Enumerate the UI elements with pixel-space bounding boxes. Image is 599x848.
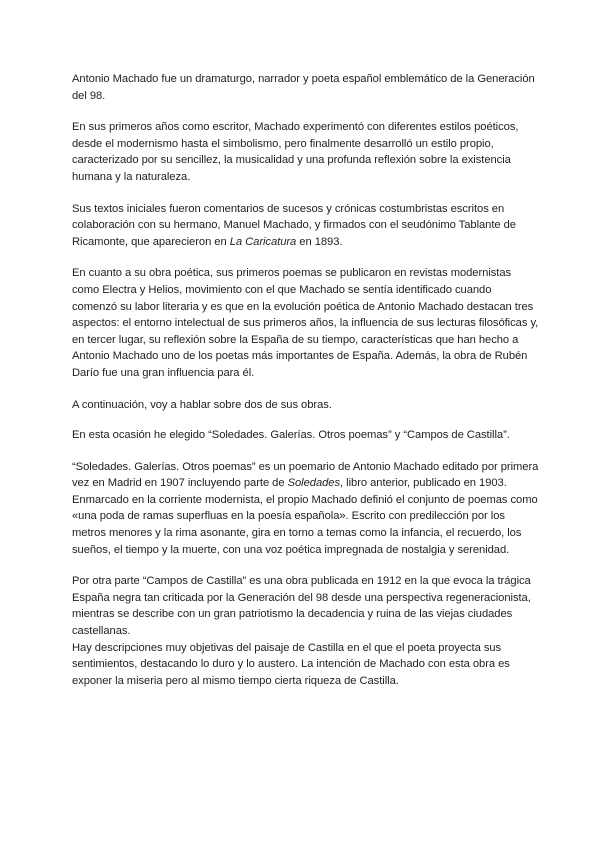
paragraph-transition: A continuación, voy a hablar sobre dos de sus obras. <box>72 398 332 411</box>
paragraph-poetic-work: En cuanto a su obra poética, sus primeros poemas se publicaron en revistas modernistas como Electra y Helios, movimiento con el que Machado se sentía identificado cuando comenzó su labor literaria y es que en la evolución poética de Antonio Machado destacan tres aspectos: el entorno intelectual de sus primeros años, la influencia de sus lecturas filosóficas y, en tercer lugar, su reflexión sobre la España de su tiempo, características que han hecho a Antonio Machado uno de los poetas más importantes de España. Además, la obra de Rubén Darío fue una gran influencia para él. <box>72 267 539 379</box>
paragraph-selected-works: En esta ocasión he elegido “Soledades. Galerías. Otros poemas” y “Campos de Castilla”. <box>72 429 510 442</box>
book-title-soledades: Soledades <box>287 477 341 490</box>
paragraph-soledades-part-1: “Soledades. Galerías. Otros poemas” es un poemario de Antonio Machado editado por primera vez en Madrid en 1907 incluyendo parte de <box>72 460 539 490</box>
paragraph-soledades <box>72 459 539 559</box>
paragraph-initial-texts-part-2: en 1893. <box>296 235 343 248</box>
paragraph-intro: Antonio Machado fue un dramaturgo, narrador y poeta español emblemático de la Generación del 98. <box>72 73 535 102</box>
paragraph-early-years: En sus primeros años como escritor, Machado experimentó con diferentes estilos poéticos, desde el modernismo hasta el simbolismo, pero finalmente desarrolló un estilo propio, caracterizado por su sencillez, la musicalidad y una profunda reflexión sobre la existencia humana y la naturaleza. <box>72 121 519 183</box>
paragraph-initial-texts-part-1: Sus textos iniciales fueron comentarios de sucesos y crónicas costumbristas escritos en colaboración con su hermano, Manuel Machado, y firmados con el seudónimo Tablante de Ricamonte, que aparecieron en <box>72 202 516 248</box>
paragraph-soledades-part-2: , libro anterior, publicado en 1903. Enmarcado en la corriente modernista, el propio Machado definió el conjunto de poemas como «una poda de ramas superfluas en la poesía española». Escrito con predilección por los metros menores y la rima asonante, gira en torno a temas como la infancia, el recuerdo, los sueños, el tiempo y la muerte, con una voz poética impregnada de nostalgia y serenidad. <box>72 477 538 556</box>
publication-title-la-caricatura: La Caricatura <box>229 235 297 248</box>
paragraph-descriptions: Hay descripciones muy objetivas del paisaje de Castilla en el que el poeta proyecta sus sentimientos, destacando lo duro y lo austero. La intención de Machado con esta obra es exponer la miseria pero al mismo tiempo cierta riqueza de Castilla. <box>72 641 510 687</box>
paragraph-initial-texts <box>72 201 539 251</box>
paragraph-campos-de-castilla: Por otra parte “Campos de Castilla” es una obra publicada en 1912 en la que evoca la trágica España negra tan criticada por la Generación del 98 desde una perspectiva regeneracionista, mientras se describe con un gran patriotismo la decadencia y ruina de las viejas ciudades castellanas. <box>72 575 531 638</box>
